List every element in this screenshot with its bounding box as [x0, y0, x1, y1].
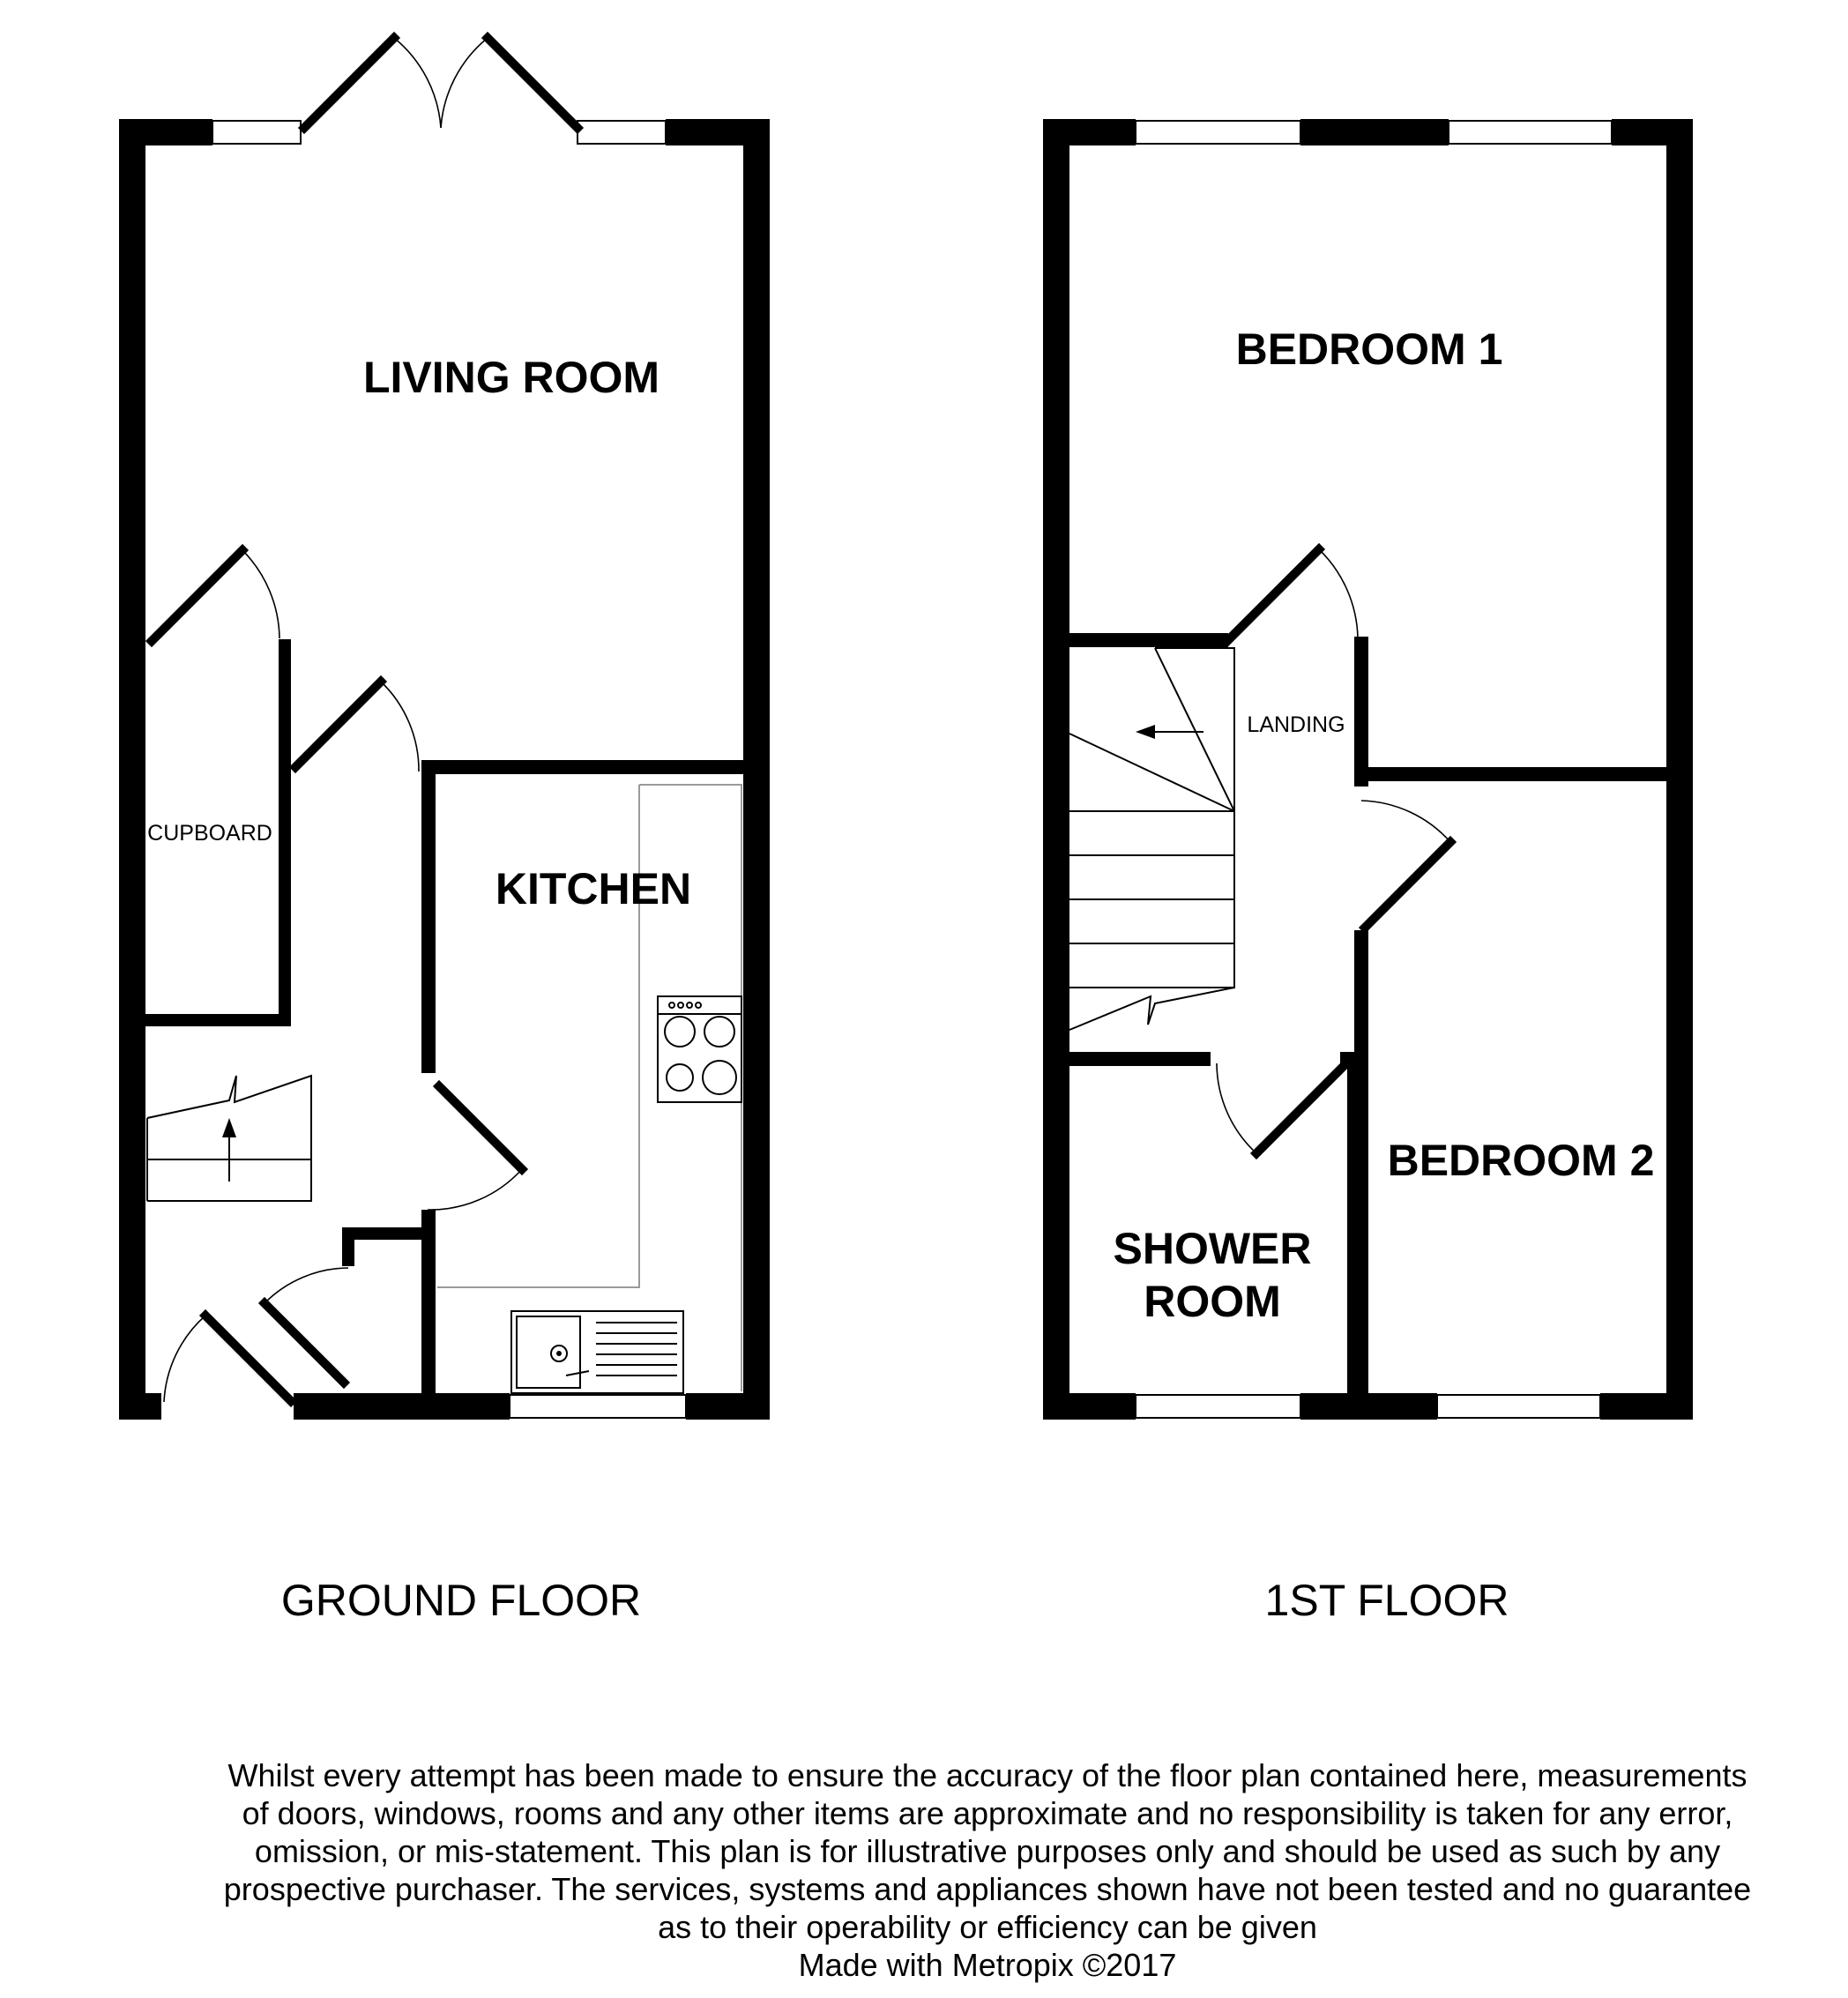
landing-right-wall-upper [1354, 637, 1368, 787]
shower-room-label-line2: ROOM [1144, 1277, 1281, 1326]
window [1136, 121, 1300, 144]
disclaimer-line: prospective purchaser. The services, systems and appliances shown have not been tested and no guarantee [223, 1871, 1752, 1907]
porch-door [265, 1303, 344, 1383]
french-doors [304, 38, 578, 128]
disclaimer-line: as to their operability or efficiency can be given [658, 1909, 1317, 1945]
first-floor-stairs [1069, 648, 1234, 1030]
window [510, 1395, 686, 1418]
ground-bottom-wall-mid [294, 1393, 510, 1420]
door-swing-arc [1319, 549, 1358, 637]
first-floor-plan [1043, 119, 1693, 1625]
kitchen-door [439, 1086, 522, 1169]
credit-line: Made with Metropix ©2017 [798, 1947, 1177, 1983]
landing-label: LANDING [1247, 712, 1345, 737]
first-top-wall-mid [1300, 119, 1449, 145]
first-floor-title: 1ST FLOOR [1264, 1576, 1509, 1625]
first-bottom-wall-mid [1300, 1393, 1437, 1420]
window [1449, 121, 1612, 144]
cupboard-bottom-wall [119, 1014, 291, 1026]
living-room-label: LIVING ROOM [362, 353, 660, 402]
disclaimer-line: of doors, windows, rooms and any other items are approximate and no responsibility is taken for any error, [242, 1795, 1733, 1831]
shower-room-label-line1: SHOWER [1113, 1224, 1312, 1273]
kitchen-left-wall-upper [421, 760, 436, 1073]
cupboard-right-wall [279, 639, 291, 1026]
kitchen-top-wall [421, 760, 770, 774]
window [1437, 1395, 1600, 1418]
bedroom2-label: BEDROOM 2 [1387, 1136, 1655, 1185]
bedroom2-left-wall [1354, 930, 1368, 1420]
hob-icon [658, 996, 741, 1102]
shower-room-top-wall [1069, 1052, 1211, 1066]
door-swing-arc [265, 1268, 348, 1303]
stair-arrow-head [1136, 725, 1155, 739]
front-door [205, 1316, 291, 1401]
door-swing-arc [381, 682, 419, 772]
sink-icon [511, 1311, 683, 1393]
cupboard-label: CUPBOARD [147, 821, 272, 846]
worktop-outline [437, 785, 639, 1287]
bedroom1-bottom-wall [1069, 633, 1228, 647]
first-bottom-wall-right [1600, 1393, 1693, 1420]
window [212, 121, 301, 144]
wc-wall-top [342, 1227, 430, 1240]
disclaimer [176, 1756, 1799, 1984]
bedroom1-label: BEDROOM 1 [1235, 324, 1503, 374]
window [578, 121, 666, 144]
cupboard-door [152, 550, 242, 641]
ground-floor-plan [119, 38, 770, 1625]
shower-room-right-wall [1347, 1052, 1356, 1420]
door-swing-arc [428, 1169, 522, 1210]
bedroom2-door [1365, 842, 1450, 928]
first-bottom-wall-left [1043, 1393, 1136, 1420]
bedroom1-door [1228, 549, 1319, 640]
door-swing-arc [1361, 801, 1450, 842]
door-swing-arc [164, 1316, 205, 1402]
kitchen-label: KITCHEN [495, 864, 692, 913]
disclaimer-line: omission, or mis-statement. This plan is for illustrative purposes only and should be used as such by any [254, 1833, 1721, 1869]
disclaimer-line: Whilst every attempt has been made to ensure the accuracy of the floor plan contained here, measurements [227, 1757, 1747, 1793]
living-room-door [295, 682, 381, 767]
door-swing-arc [1217, 1063, 1256, 1153]
door-swing-arc [242, 550, 279, 638]
ground-bottom-wall-right [686, 1393, 770, 1420]
stair-arrow-head [222, 1118, 236, 1137]
ground-floor-title: GROUND FLOOR [280, 1576, 642, 1625]
first-left-wall [1043, 119, 1069, 1420]
wc-wall-side [342, 1227, 354, 1266]
shower-room-door [1256, 1063, 1346, 1153]
ground-left-wall [119, 119, 145, 1420]
bedroom2-top-wall [1368, 767, 1693, 781]
ground-bottom-wall-left [119, 1393, 161, 1420]
window [1136, 1395, 1300, 1418]
ground-stairs [147, 1076, 311, 1201]
